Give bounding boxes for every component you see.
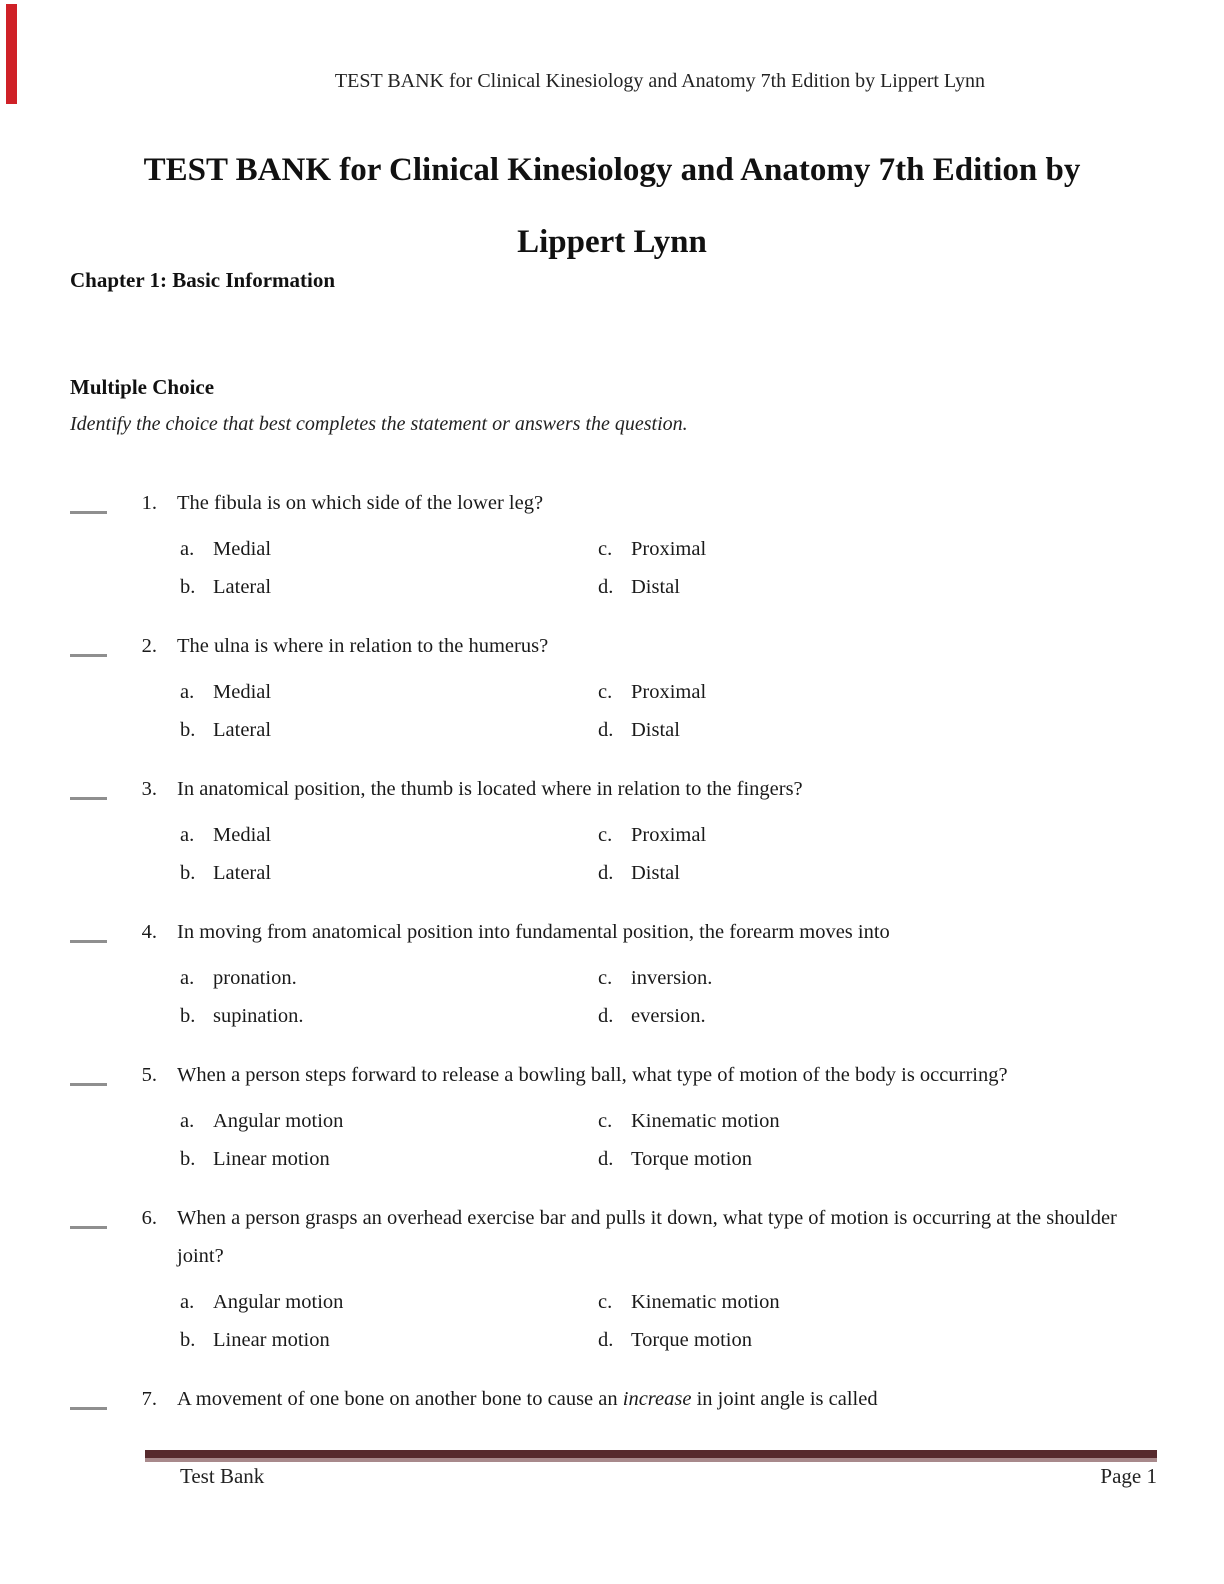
answer-blank xyxy=(70,1199,107,1229)
option-c xyxy=(598,674,1168,712)
option-letter: b. xyxy=(180,1147,196,1170)
question-item-5 xyxy=(70,1056,1168,1178)
option-letter: d. xyxy=(598,1328,614,1351)
option-label: Proximal xyxy=(631,824,707,846)
option-label: Distal xyxy=(631,861,680,884)
option-a xyxy=(180,960,598,998)
section-instructions: Identify the choice that best completes the statement or answers the question. xyxy=(70,413,688,435)
option-letter: c. xyxy=(598,824,613,846)
question-item-6 xyxy=(70,1199,1168,1359)
option-label: Medial xyxy=(213,824,272,846)
question-number: 7. xyxy=(141,1388,157,1410)
option-c xyxy=(598,960,1168,998)
option-letter: d. xyxy=(598,861,614,884)
question-number: 3. xyxy=(141,778,157,800)
option-c xyxy=(598,1103,1168,1141)
question-list xyxy=(70,484,1168,1439)
option-letter: c. xyxy=(598,681,613,703)
question-item-4 xyxy=(70,913,1168,1035)
option-label: Kinematic motion xyxy=(631,1291,780,1313)
option-b xyxy=(180,855,598,893)
options-grid xyxy=(180,531,1168,606)
option-label: eversion. xyxy=(631,1004,706,1027)
question-text-after: in joint angle is called xyxy=(691,1388,878,1410)
option-letter: b. xyxy=(180,1004,196,1027)
option-letter: a. xyxy=(180,538,195,560)
question-line xyxy=(70,1380,1168,1418)
option-label: Lateral xyxy=(213,575,272,598)
option-label: Distal xyxy=(631,718,680,741)
option-letter: b. xyxy=(180,1328,196,1351)
option-a xyxy=(180,674,598,712)
answer-blank xyxy=(70,627,107,657)
option-d xyxy=(598,855,1168,893)
option-label: Angular motion xyxy=(213,1110,344,1132)
option-a xyxy=(180,817,598,855)
question-text-italic: increase xyxy=(622,1388,692,1410)
question-number: 4. xyxy=(141,921,157,943)
option-label: Kinematic motion xyxy=(631,1110,780,1132)
document-title-line2: Lippert Lynn xyxy=(517,224,707,260)
option-label: Distal xyxy=(631,575,680,598)
option-label: pronation. xyxy=(213,967,297,989)
option-letter: c. xyxy=(598,1291,613,1313)
option-label: Proximal xyxy=(631,538,707,560)
question-item-2 xyxy=(70,627,1168,749)
option-label: Lateral xyxy=(213,861,272,884)
option-b xyxy=(180,1322,598,1360)
option-letter: a. xyxy=(180,1291,195,1313)
option-b xyxy=(180,998,598,1036)
red-edge-mark xyxy=(6,4,17,104)
running-header: TEST BANK for Clinical Kinesiology and Anatomy 7th Edition by Lippert Lynn xyxy=(334,70,986,92)
options-grid xyxy=(180,960,1168,1035)
option-letter: a. xyxy=(180,681,195,703)
question-number: 6. xyxy=(141,1207,157,1229)
option-b xyxy=(180,1141,598,1179)
page-footer xyxy=(180,1464,1157,1489)
document-title-line1: TEST BANK for Clinical Kinesiology and Anatomy 7th Edition by xyxy=(143,152,1081,188)
question-text: When a person grasps an overhead exercise bar and pulls it down, what type of motion is occurring at the shoulder joint? xyxy=(177,1207,1117,1267)
option-letter: a. xyxy=(180,967,195,989)
answer-blank xyxy=(70,484,107,514)
question-text: When a person steps forward to release a bowling ball, what type of motion of the body is occurring? xyxy=(177,1064,1008,1086)
question-number: 1. xyxy=(141,492,157,514)
question-line xyxy=(70,1056,1168,1094)
answer-blank xyxy=(70,770,107,800)
option-letter: d. xyxy=(598,1147,614,1170)
answer-blank xyxy=(70,1056,107,1086)
option-c xyxy=(598,531,1168,569)
option-letter: b. xyxy=(180,861,196,884)
option-c xyxy=(598,1284,1168,1322)
option-label: Torque motion xyxy=(631,1147,752,1170)
option-label: Lateral xyxy=(213,718,272,741)
answer-blank xyxy=(70,1380,107,1410)
option-label: inversion. xyxy=(631,967,713,989)
question-line xyxy=(70,627,1168,665)
option-letter: c. xyxy=(598,967,613,989)
option-letter: c. xyxy=(598,1110,613,1132)
option-letter: a. xyxy=(180,1110,195,1132)
option-d xyxy=(598,1322,1168,1360)
option-d xyxy=(598,1141,1168,1179)
option-letter: b. xyxy=(180,575,196,598)
option-label: supination. xyxy=(213,1004,304,1027)
option-label: Linear motion xyxy=(213,1147,330,1170)
option-letter: d. xyxy=(598,575,614,598)
option-d xyxy=(598,712,1168,750)
question-line xyxy=(70,484,1168,522)
question-line xyxy=(70,770,1168,808)
question-text-before: A movement of one bone on another bone to cause an xyxy=(177,1388,623,1410)
option-a xyxy=(180,531,598,569)
question-item-1 xyxy=(70,484,1168,606)
question-line xyxy=(70,913,1168,951)
options-grid xyxy=(180,1284,1168,1359)
answer-blank xyxy=(70,913,107,943)
option-label: Angular motion xyxy=(213,1291,344,1313)
option-a xyxy=(180,1284,598,1322)
option-letter: d. xyxy=(598,718,614,741)
question-text: The ulna is where in relation to the humerus? xyxy=(177,635,549,657)
question-text xyxy=(157,1380,1168,1418)
option-b xyxy=(180,712,598,750)
options-grid xyxy=(180,817,1168,892)
question-text: In moving from anatomical position into fundamental position, the forearm moves into xyxy=(177,921,890,943)
option-a xyxy=(180,1103,598,1141)
chapter-heading: Chapter 1: Basic Information xyxy=(70,268,336,292)
question-number: 2. xyxy=(141,635,157,657)
options-grid xyxy=(180,674,1168,749)
option-b xyxy=(180,569,598,607)
document-title xyxy=(60,134,1164,278)
option-d xyxy=(598,569,1168,607)
option-label: Medial xyxy=(213,538,272,560)
footer-page-number: Page 1 xyxy=(1100,1464,1157,1488)
footer-left-text: Test Bank xyxy=(180,1464,265,1488)
question-item-7 xyxy=(70,1380,1168,1418)
question-number: 5. xyxy=(141,1064,157,1086)
option-d xyxy=(598,998,1168,1036)
question-text: In anatomical position, the thumb is located where in relation to the fingers? xyxy=(177,778,803,800)
option-label: Torque motion xyxy=(631,1328,752,1351)
option-c xyxy=(598,817,1168,855)
option-letter: b. xyxy=(180,718,196,741)
option-label: Medial xyxy=(213,681,272,703)
option-letter: a. xyxy=(180,824,195,846)
options-grid xyxy=(180,1103,1168,1178)
footer-rule xyxy=(145,1450,1157,1462)
question-text: The fibula is on which side of the lower leg? xyxy=(177,492,544,514)
option-letter: c. xyxy=(598,538,613,560)
section-heading: Multiple Choice xyxy=(70,375,215,399)
option-letter: d. xyxy=(598,1004,614,1027)
option-label: Linear motion xyxy=(213,1328,330,1351)
question-item-3 xyxy=(70,770,1168,892)
option-label: Proximal xyxy=(631,681,707,703)
question-line xyxy=(70,1199,1168,1275)
